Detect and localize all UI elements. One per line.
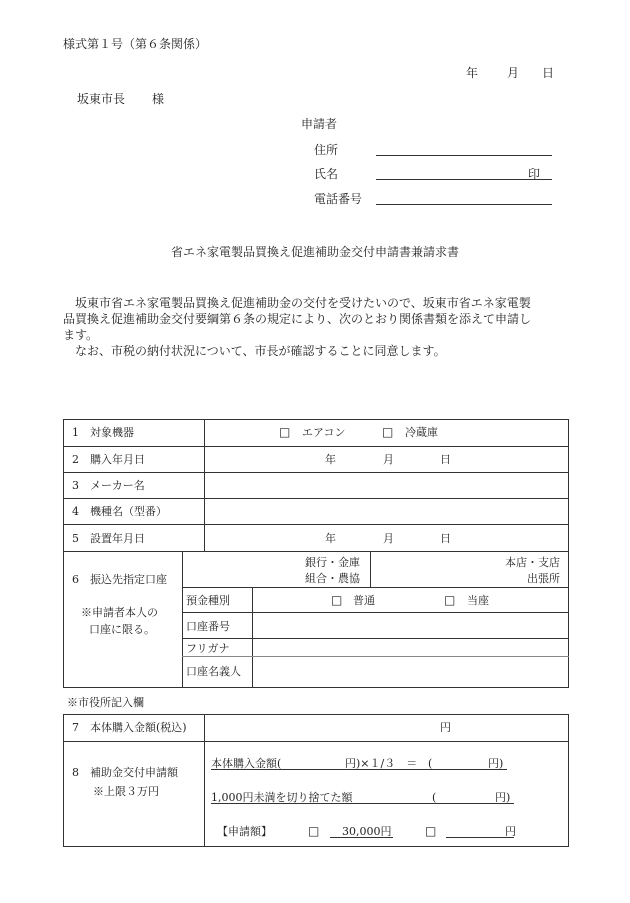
furigana-field[interactable] xyxy=(254,640,566,654)
other-amount-checkbox[interactable]: □ xyxy=(425,824,437,838)
other-amount-yen: 円 xyxy=(505,825,516,838)
applicant-title: 申請者 xyxy=(301,117,338,131)
purchase-amount-yen: 円 xyxy=(440,721,451,734)
model-field[interactable] xyxy=(206,500,566,522)
branch-type-1: 本店・支店 xyxy=(505,556,560,569)
bank-type-2: 組合・農協 xyxy=(305,572,360,585)
purchase-date-field[interactable] xyxy=(206,448,566,470)
row-install-date-label: 5 設置年月日 xyxy=(72,532,145,545)
calc-third-label: 円)×１/３ ＝ xyxy=(345,757,418,770)
aircon-checkbox[interactable]: □ xyxy=(279,425,291,439)
phone-label: 電話番号 xyxy=(314,192,363,206)
addressee: 坂東市長 xyxy=(77,92,126,106)
account-holder-field[interactable] xyxy=(254,658,566,684)
account-note-1: ※申請者本人の xyxy=(81,606,158,619)
other-amount-field[interactable] xyxy=(446,837,514,838)
name-field[interactable] xyxy=(376,179,552,180)
date-month-label: 月 xyxy=(507,66,520,80)
install-day-label: 日 xyxy=(440,532,451,545)
branch-type-2: 出張所 xyxy=(527,572,560,585)
ordinary-checkbox[interactable]: □ xyxy=(331,593,343,607)
round-down-label: 1,000円未満を切り捨てた額 xyxy=(211,791,353,804)
max-amount-value: 30,000円 xyxy=(342,825,392,838)
calc-result-close: 円) xyxy=(488,757,504,770)
seal-mark: 印 xyxy=(528,167,541,181)
ordinary-label: 普通 xyxy=(353,594,375,607)
row-purchase-date-label: 2 購入年月日 xyxy=(72,453,145,466)
row-model-label: 4 機種名（型番） xyxy=(72,505,167,518)
row-subsidy-label: 8 補助金交付申請額 xyxy=(72,766,178,779)
calc-purchase-label: 本体購入金額( xyxy=(211,757,282,770)
install-month-label: 月 xyxy=(383,532,394,545)
account-number-field[interactable] xyxy=(254,614,566,636)
address-label: 住所 xyxy=(314,143,339,157)
subsidy-cap-note: ※上限３万円 xyxy=(93,785,159,798)
name-label: 氏名 xyxy=(314,167,339,181)
row-target-device-label: 1 対象機器 xyxy=(72,426,134,439)
purchase-day-label: 日 xyxy=(440,453,451,466)
aircon-label: エアコン xyxy=(302,426,346,439)
document-title: 省エネ家電製品買換え促進補助金交付申請書兼請求書 xyxy=(170,245,459,259)
install-date-field[interactable] xyxy=(206,527,566,549)
body-line: 坂東市省エネ家電製品買換え促進補助金の交付を受けたいので、坂東市省エネ家電製 xyxy=(63,296,531,310)
maker-field[interactable] xyxy=(206,474,566,496)
max-amount-checkbox[interactable]: □ xyxy=(308,824,320,838)
apply-amount-label: 【申請額】 xyxy=(217,825,272,838)
round-down-close: 円) xyxy=(495,791,511,804)
phone-field[interactable] xyxy=(376,204,552,205)
purchase-month-label: 月 xyxy=(383,453,394,466)
consent-line: なお、市税の納付状況について、市長が確認することに同意します。 xyxy=(63,344,446,358)
address-field[interactable] xyxy=(376,155,552,156)
row-maker-label: 3 メーカー名 xyxy=(72,479,145,492)
office-use-note: ※市役所記入欄 xyxy=(67,696,144,709)
account-number-label: 口座番号 xyxy=(186,620,230,633)
current-label: 当座 xyxy=(467,594,489,607)
calc-result-open: ( xyxy=(428,757,433,770)
date-day-label: 日 xyxy=(542,66,555,80)
form-number: 様式第１号（第６条関係） xyxy=(63,37,208,51)
furigana-label: フリガナ xyxy=(186,642,230,655)
body-paragraph xyxy=(63,295,575,359)
account-note-2: 口座に限る。 xyxy=(89,623,155,636)
install-year-label: 年 xyxy=(325,532,336,545)
current-checkbox[interactable]: □ xyxy=(444,593,456,607)
body-line: ます。 xyxy=(63,328,99,342)
purchase-year-label: 年 xyxy=(325,453,336,466)
fridge-checkbox[interactable]: □ xyxy=(382,425,394,439)
fridge-label: 冷蔵庫 xyxy=(405,426,438,439)
deposit-type-label: 預金種別 xyxy=(186,594,230,607)
addressee-honorific: 様 xyxy=(152,92,165,106)
body-line: 品買換え促進補助金交付要綱第６条の規定により、次のとおり関係書類を添えて申請し xyxy=(63,312,532,326)
round-down-open: ( xyxy=(432,791,437,804)
account-holder-label: 口座名義人 xyxy=(186,665,241,678)
row-purchase-amount-label: 7 本体購入金額(税込) xyxy=(72,721,187,734)
bank-type-1: 銀行・金庫 xyxy=(305,556,360,569)
date-year-label: 年 xyxy=(466,66,479,80)
row-account-label: 6 振込先指定口座 xyxy=(72,573,167,586)
